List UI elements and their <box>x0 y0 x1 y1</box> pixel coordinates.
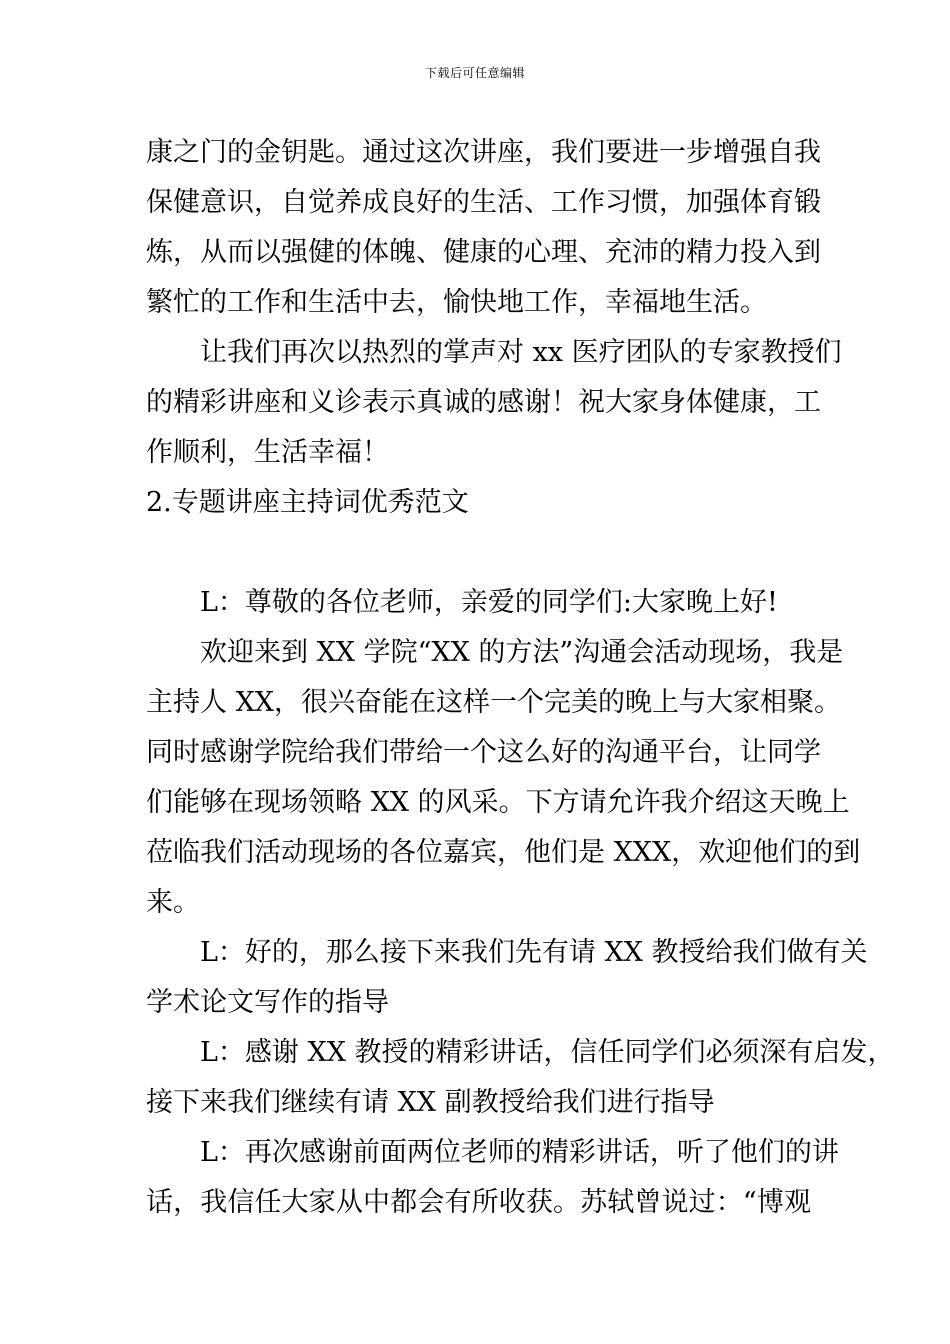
text-line: 作顺利，生活幸福！ <box>146 437 389 468</box>
text-line: 康之门的金钥匙。通过这次讲座，我们要进一步增强自我 <box>146 137 821 168</box>
text-line: 炼，从而以强健的体魄、健康的心理、充沛的精力投入到 <box>146 237 821 268</box>
text-line: 们能够在现场领略 XX 的风采。下方请允许我介绍这天晚上 <box>146 787 850 818</box>
text-line: 来。 <box>146 887 200 918</box>
text-line: 同时感谢学院给我们带给一个这么好的沟通平台，让同学 <box>146 737 821 768</box>
blank-line <box>146 528 811 578</box>
text-line: L：好的，那么接下来我们先有请 XX 教授给我们做有关 <box>200 937 868 968</box>
text-line: 让我们再次以热烈的掌声对 xx 医疗团队的专家教授们 <box>200 337 842 368</box>
document-body <box>146 128 895 1228</box>
text-line: 莅临我们活动现场的各位嘉宾，他们是 XXX，欢迎他们的到 <box>146 837 861 868</box>
text-line: 繁忙的工作和生活中去，愉快地工作，幸福地生活。 <box>146 287 767 318</box>
text-line: 保健意识，自觉养成良好的生活、工作习惯，加强体育锻 <box>146 187 821 218</box>
page-header-note: 下载后可任意编辑 <box>424 66 525 80</box>
text-line: 接下来我们继续有请 XX 副教授给我们进行指导 <box>146 1087 715 1118</box>
text-line: L：感谢 XX 教授的精彩讲话，信任同学们必须深有启发， <box>200 1037 895 1068</box>
text-line: 欢迎来到 XX 学院“XX 的方法”沟通会活动现场，我是 <box>200 637 844 668</box>
text-line: 的精彩讲座和义诊表示真诚的感谢！祝大家身体健康，工 <box>146 387 821 418</box>
section-heading: 2.专题讲座主持词优秀范文 <box>146 487 469 518</box>
text-line: 话，我信任大家从中都会有所收获。苏轼曾说过：“博观 <box>146 1187 811 1218</box>
text-line: L：再次感谢前面两位老师的精彩讲话，听了他们的讲 <box>200 1137 839 1168</box>
text-line: 主持人 XX，很兴奋能在这样一个完美的晚上与大家相聚。 <box>146 687 842 718</box>
text-line: L：尊敬的各位老师，亲爱的同学们:大家晚上好! <box>200 587 778 618</box>
text-line: 学术论文写作的指导 <box>146 987 389 1018</box>
